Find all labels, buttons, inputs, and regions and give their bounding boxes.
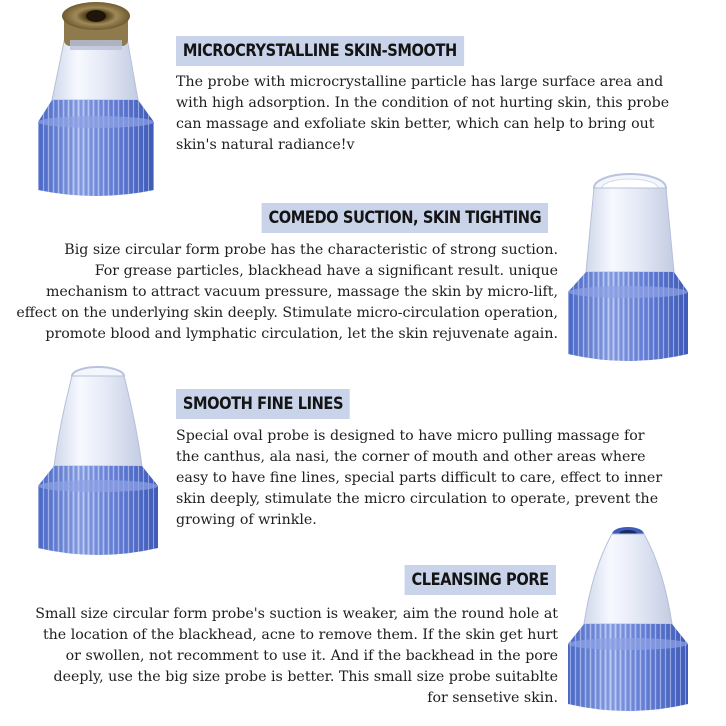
text-line: growing of wrinkle. [176,512,317,528]
oval-probe-icon [30,362,166,562]
section-title-microcrystalline: MICROCRYSTALLINE SKIN-SMOOTH [176,36,464,66]
section-text-cleansing-pore [35,604,558,709]
big-circular-probe-icon [560,168,696,368]
small-circular-probe-icon [562,520,696,720]
text-line: effect on the underlying skin deeply. Stimulate micro-circulation operation, [16,305,558,321]
text-line: skin deeply, stimulate the micro circulation to operate, prevent the [176,491,659,507]
text-line: the canthus, ala nasi, the corner of mouth and other areas where [176,449,646,465]
text-line: for sensetive skin. [427,690,558,706]
text-line: skin's natural radiance!v [176,137,355,153]
text-line: deeply, use the big size probe is better. This small size probe suitablte [53,669,558,685]
text-line: Big size circular form probe has the characteristic of strong suction. [64,242,558,258]
section-title-cleansing-pore: CLEANSING PORE [405,565,556,595]
section-title-comedo: COMEDO SUCTION, SKIN TIGHTING [262,203,548,233]
section-text-comedo [16,240,558,345]
text-line: or swollen, not recomment to use it. And if the backhead in the pore [65,648,558,664]
section-title-smooth-fine-lines: SMOOTH FINE LINES [176,389,350,419]
text-line: Special oval probe is designed to have micro pulling massage for [176,428,645,444]
text-line: can massage and exfoliate skin better, which can help to bring out [176,116,655,132]
text-line: Small size circular form probe's suction is weaker, aim the round hole at [35,606,558,622]
text-line: For grease particles, blackhead have a significant result. unique [94,263,558,279]
text-line: with high adsorption. In the condition of not hurting skin, this probe [176,95,670,111]
microcrystalline-probe-icon [30,0,162,204]
section-text-microcrystalline [176,72,669,156]
text-line: the location of the blackhead, acne to remove them. If the skin get hurt [42,627,558,643]
text-line: easy to have fine lines, special parts difficult to care, effect to inner [176,470,663,486]
text-line: The probe with microcrystalline particle has large surface area and [176,74,664,90]
text-line: promote blood and lymphatic circulation, let the skin rejuvenate again. [45,326,558,342]
section-text-smooth-fine-lines [176,426,662,531]
text-line: mechanism to attract vacuum pressure, massage the skin by micro-lift, [45,284,558,300]
